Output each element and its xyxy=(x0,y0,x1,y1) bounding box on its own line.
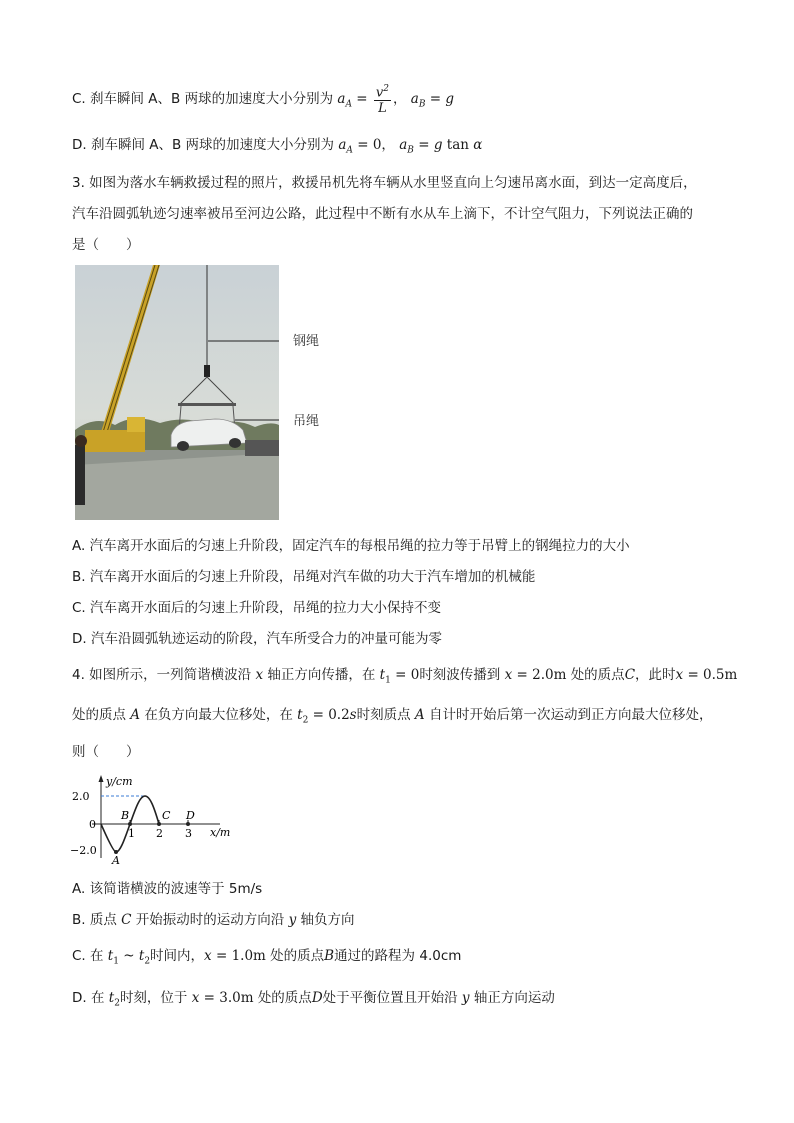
q3-stem-line-3: 是（ ） xyxy=(72,237,140,253)
q3-option-a: A. 汽车离开水面后的匀速上升阶段，固定汽车的每根吊绳的拉力等于吊臂上的钢绳拉力的大小 xyxy=(72,538,630,554)
x-tick-3: 3 xyxy=(185,827,192,840)
q4-stem-line-1: 4. 如图所示，一列简谐横波沿 x 轴正方向传播，在 $t_1 = 0$时刻波传播到 x = 2.0m 处的质点C，此时x = 0.5m xyxy=(72,667,738,686)
q4-option-b: B. 质点 C 开始振动时的运动方向沿 y 轴负方向 xyxy=(72,912,355,928)
q4-stem-line-2: 处的质点 A 在负方向最大位移处，在 $t_2 = 0.2s$时刻质点 A 自计时开始后第一次运动到正方向最大位移处， xyxy=(72,707,713,726)
wave-graph xyxy=(70,773,245,865)
point-d-label: D xyxy=(186,809,195,822)
label-steel-rope: 钢绳 xyxy=(293,334,320,349)
y-tick-top: 2.0 xyxy=(72,790,90,803)
q2-option-d: D. 刹车瞬间 A、B 两球的加速度大小分别为 $a_A = 0$， $a_B = g$ tan α xyxy=(72,137,483,156)
q3-option-d: D. 汽车沿圆弧轨迹运动的阶段，汽车所受合力的冲量可能为零 xyxy=(72,631,442,647)
x-tick-2: 2 xyxy=(156,827,163,840)
q3-stem-line-1: 3. 如图为落水车辆救援过程的照片，救援吊机先将车辆从水里竖直向上匀速吊离水面，到达一定高度后， xyxy=(72,175,697,191)
y-tick-bottom: −2.0 xyxy=(70,844,97,857)
point-c-label: C xyxy=(162,809,171,822)
q4-option-c: C. 在 $t_1$ ~ $t_2$时间内，x = 1.0m 处的质点B通过的路程为 4.0cm xyxy=(72,948,462,967)
q4-option-d: D. 在 $t_2$时刻，位于 x = 3.0m 处的质点D处于平衡位置且开始沿 y 轴正方向运动 xyxy=(72,990,555,1009)
x-tick-1: 1 xyxy=(128,827,135,840)
q3-stem-line-2: 汽车沿圆弧轨迹匀速率被吊至河边公路，此过程中不断有水从车上滴下，不计空气阻力，下列说法正确的 xyxy=(72,206,693,222)
fraction-v2-over-l: $\frac{v^2}{L}$ xyxy=(375,84,389,117)
point-b-label: B xyxy=(121,809,130,822)
y-tick-zero: 0 xyxy=(89,818,96,831)
q4-stem-line-3: 则（ ） xyxy=(72,744,140,760)
q3-option-b: B. 汽车离开水面后的匀速上升阶段，吊绳对汽车做的功大于汽车增加的机械能 xyxy=(72,569,536,585)
label-sling-rope: 吊绳 xyxy=(293,414,320,429)
q3-option-c: C. 汽车离开水面后的匀速上升阶段，吊绳的拉力大小保持不变 xyxy=(72,600,442,616)
q4-option-a: A. 该简谐横波的波速等于 5m/s xyxy=(72,881,263,897)
y-axis-arrow-icon xyxy=(99,775,104,782)
point-a-label: A xyxy=(112,854,120,865)
rescue-crane-photo xyxy=(75,265,279,520)
q2-option-c: C. 刹车瞬间 A、B 两球的加速度大小分别为 $a_A$ = $\frac{v^2}{L}$ ， $a_B = g$ xyxy=(72,84,454,117)
y-axis-label: y/cm xyxy=(106,775,133,788)
x-axis-label: x/m xyxy=(210,826,231,839)
